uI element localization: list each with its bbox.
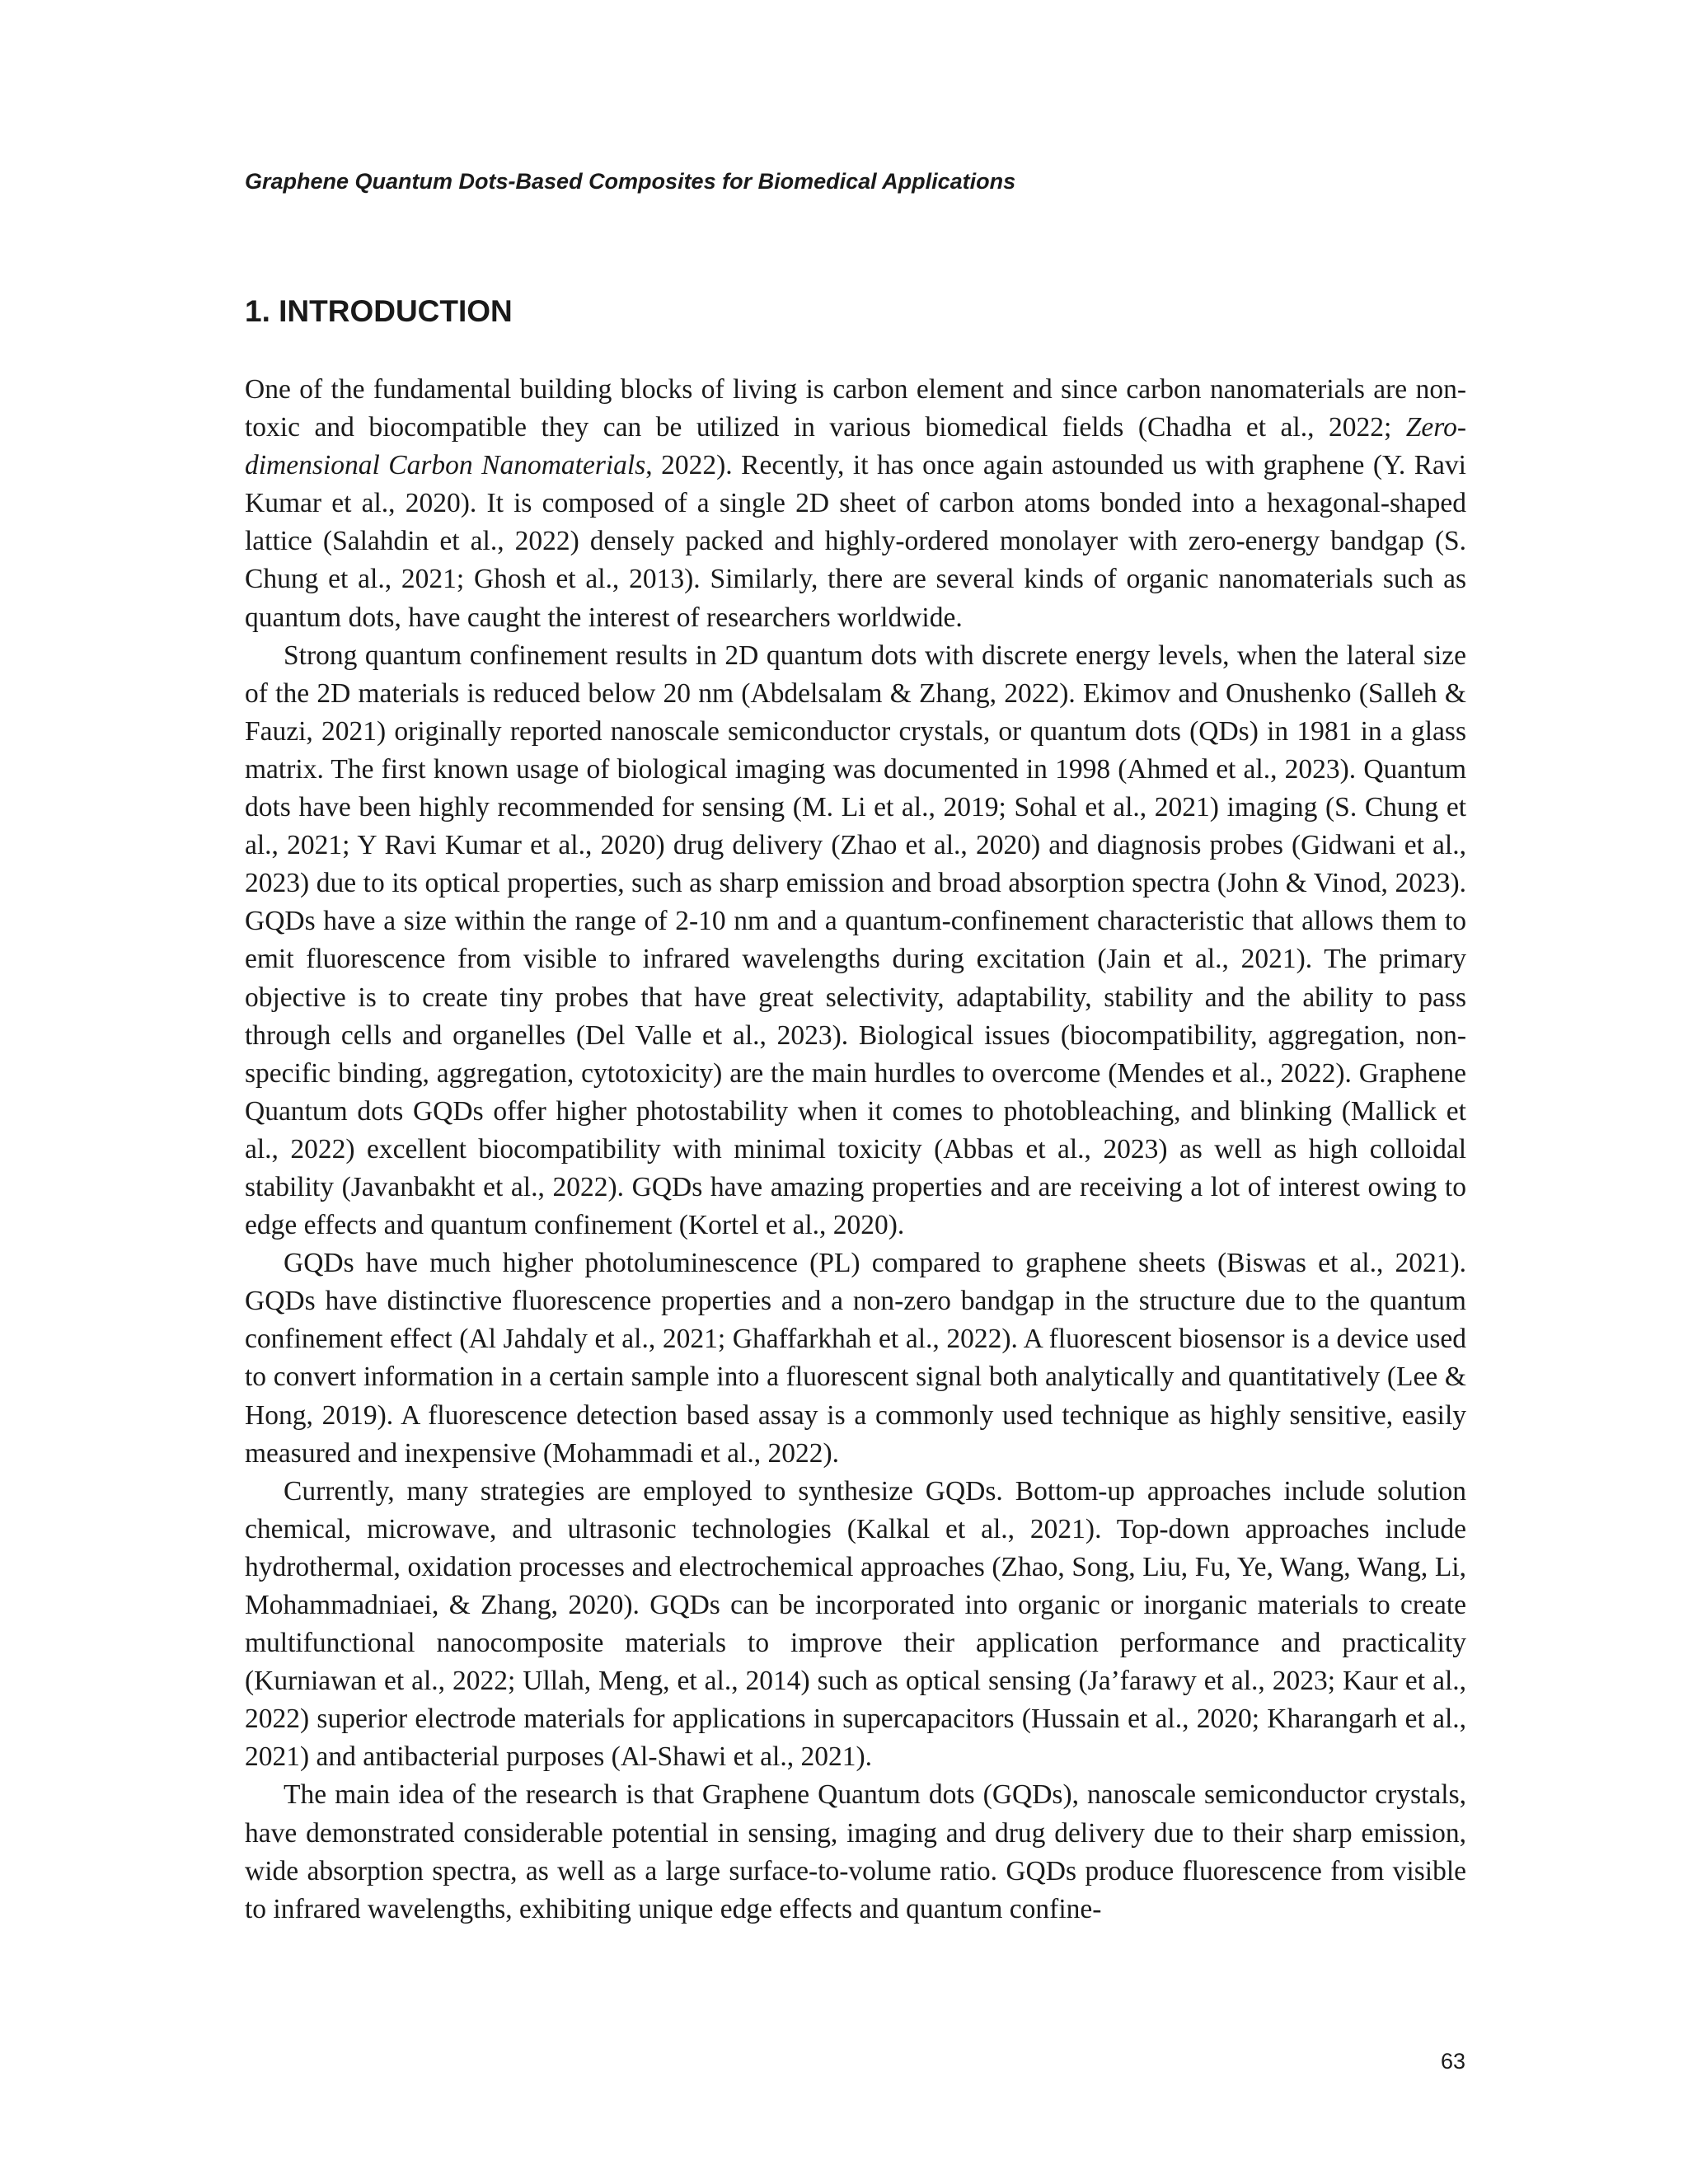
paragraph-1-text-start: One of the fundamental building blocks of living is carbon element and since carbon nanomaterials are non-toxic and biocompatible they can be utilized in various biomedical fields (Chadha et al., 2022; [245, 374, 1466, 443]
section-heading: 1. INTRODUCTION [245, 294, 513, 328]
paragraph-1 [245, 371, 1466, 637]
paragraph-5: The main idea of the research is that Graphene Quantum dots (GQDs), nanoscale semiconductor crystals, have demonstrated considerable potential in sensing, imaging and drug delivery due to their sharp emission, wide absorption spectra, as well as a large surface-to-volume ratio. GQDs produce fluorescence from visible to infrared wavelengths, exhibiting unique edge effects and quantum confine- [245, 1779, 1466, 1924]
paragraph-4: Currently, many strategies are employed to synthesize GQDs. Bottom-up approaches include solution chemical, microwave, and ultrasonic technologies (Kalkal et al., 2021). Top-down approaches include hydrothermal, oxidation processes and electrochemical approaches (Zhao, Song, Liu, Fu, Ye, Wang, Wang, Li, Mohammadniaei, & Zhang, 2020). GQDs can be incorporated into organic or inorganic materials to create multifunctional nanocomposite materials to improve their application performance and practicality (Kurniawan et al., 2022; Ullah, Meng, et al., 2014) such as optical sensing (Ja’farawy et al., 2023; Kaur et al., 2022) superior electrode materials for applications in supercapacitors (Hussain et al., 2020; Kharangarh et al., 2021) and antibacterial purposes (Al-Shawi et al., 2021). [245, 1475, 1466, 1773]
body-text [245, 371, 1466, 1929]
paragraph-1-text-end: , 2022). Recently, it has once again astounded us with graphene (Y. Ravi Kumar et al., 2020). It is composed of a single 2D sheet of carbon atoms bonded into a hexagonal-shaped lattice (Salahdin et al., 2022) densely packed and highly-ordered monolayer with zero-energy bandgap (S. Chung et al., 2021; Ghosh et al., 2013). Similarly, there are several kinds of organic nanomaterials such as quantum dots, have caught the interest of researchers worldwide. [245, 450, 1466, 633]
running-header: Graphene Quantum Dots-Based Composites for Biomedical Applications [245, 169, 1016, 194]
page-number: 63 [1440, 2049, 1465, 2074]
paragraph-3: GQDs have much higher photoluminescence (PL) compared to graphene sheets (Biswas et al., 2021). GQDs have distinctive fluorescence properties and a non-zero bandgap in the structure due to the quantum confinement effect (Al Jahdaly et al., 2021; Ghaffarkhah et al., 2022). A fluorescent biosensor is a device used to convert information in a certain sample into a fluorescent signal both analytically and quantitatively (Lee & Hong, 2019). A fluorescence detection based assay is a commonly used technique as highly sensitive, easily measured and inexpensive (Mohammadi et al., 2022). [245, 1248, 1466, 1469]
paragraph-1-italic-title: Zero-dimensional Carbon Nanomaterials [245, 412, 1466, 481]
paragraph-2: Strong quantum confinement results in 2D quantum dots with discrete energy levels, when the lateral size of the 2D materials is reduced below 20 nm (Abdelsalam & Zhang, 2022). Ekimov and Onushenko (Salleh & Fauzi, 2021) originally reported nanoscale semiconductor crystals, or quantum dots (QDs) in 1981 in a glass matrix. The first known usage of biological imaging was documented in 1998 (Ahmed et al., 2023). Quantum dots have been highly recommended for sensing (M. Li et al., 2019; Sohal et al., 2021) imaging (S. Chung et al., 2021; Y Ravi Kumar et al., 2020) drug delivery (Zhao et al., 2020) and diagnosis probes (Gidwani et al., 2023) due to its optical properties, such as sharp emission and broad absorption spectra (John & Vinod, 2023). GQDs have a size within the range of 2-10 nm and a quantum-confinement characteristic that allows them to emit fluorescence from visible to infrared wavelengths during excitation (Jain et al., 2021). The primary objective is to create tiny probes that have great selectivity, adaptability, stability and the ability to pass through cells and organelles (Del Valle et al., 2023). Biological issues (biocompatibility, aggregation, non-specific binding, aggregation, cytotoxicity) are the main hurdles to overcome (Mendes et al., 2022). Graphene Quantum dots GQDs offer higher photostability when it comes to photobleaching, and blinking (Mallick et al., 2022) excellent biocompatibility with minimal toxicity (Abbas et al., 2023) as well as high colloidal stability (Javanbakht et al., 2022). GQDs have amazing properties and are receiving a lot of interest owing to edge effects and quantum confinement (Kortel et al., 2020). [245, 640, 1466, 1241]
